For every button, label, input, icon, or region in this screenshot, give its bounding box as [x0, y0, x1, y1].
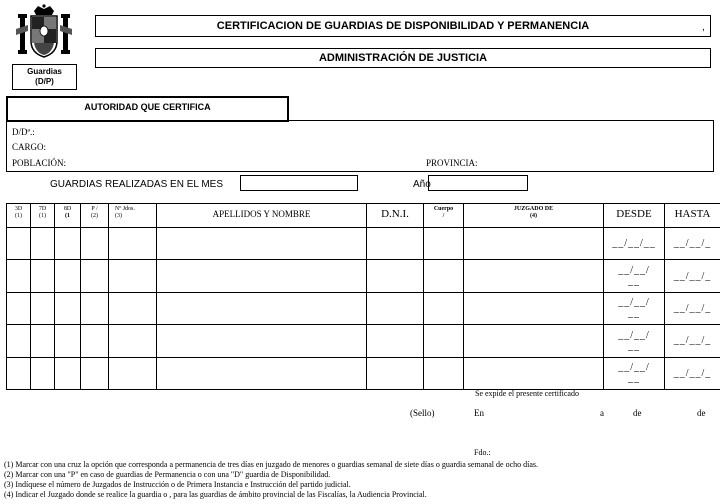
table-cell[interactable]	[424, 260, 464, 292]
table-cell[interactable]	[109, 292, 157, 324]
table-cell[interactable]	[81, 357, 109, 389]
hasta-cell[interactable]: __/__/_	[665, 357, 720, 389]
table-cell[interactable]	[31, 325, 55, 357]
hasta-cell[interactable]: __/__/_	[665, 325, 720, 357]
guardias-table	[6, 203, 720, 390]
desde-cell[interactable]: __/__/ __	[604, 292, 665, 324]
hasta-cell[interactable]: __/__/_	[665, 228, 720, 260]
fdo-label: Fdo.:	[474, 448, 491, 457]
table-row	[7, 357, 720, 389]
table-cell[interactable]	[424, 228, 464, 260]
year-field[interactable]	[428, 175, 528, 191]
table-row	[7, 292, 720, 324]
a-label: a	[600, 408, 604, 418]
year-label: Año	[413, 179, 431, 190]
table-cell[interactable]	[81, 260, 109, 292]
table-cell[interactable]	[367, 357, 424, 389]
table-cell[interactable]	[7, 260, 31, 292]
col-3d: 3D (1)	[7, 204, 31, 228]
expide-text: Se expide el presente certificado	[475, 389, 579, 398]
table-cell[interactable]	[367, 292, 424, 324]
table-cell[interactable]	[31, 292, 55, 324]
col-desde: DESDE	[604, 204, 665, 228]
table-cell[interactable]	[464, 325, 604, 357]
desde-cell[interactable]: __/__/ __	[604, 260, 665, 292]
table-cell[interactable]	[81, 228, 109, 260]
month-field[interactable]	[240, 175, 358, 191]
col-7d: 7D (1)	[31, 204, 55, 228]
table-header-row	[7, 204, 720, 228]
table-row	[7, 228, 720, 260]
table-row	[7, 325, 720, 357]
table-cell[interactable]	[424, 325, 464, 357]
table-cell[interactable]	[7, 228, 31, 260]
col-juzgado: JUZGADO DE (4)	[464, 204, 604, 228]
table-cell[interactable]	[55, 357, 81, 389]
table-cell[interactable]	[31, 228, 55, 260]
title-comma: ,	[702, 22, 705, 33]
month-label: GUARDIAS REALIZADAS EN EL MES	[50, 179, 224, 190]
name-label: D/Dª.:	[12, 127, 35, 137]
poblacion-label: POBLACIÓN:	[12, 158, 67, 168]
desde-cell[interactable]: __/__/__	[604, 228, 665, 260]
table-cell[interactable]	[367, 228, 424, 260]
coat-of-arms-logo	[14, 3, 74, 61]
col-hasta: HASTA	[665, 204, 720, 228]
col-8d: 8D (1	[55, 204, 81, 228]
col-cuerpo: Cuerpo /	[424, 204, 464, 228]
guardias-label: Guardias	[27, 67, 62, 76]
table-cell[interactable]	[109, 325, 157, 357]
table-cell[interactable]	[55, 292, 81, 324]
table-cell[interactable]	[109, 357, 157, 389]
table-cell[interactable]	[55, 228, 81, 260]
form-title: CERTIFICACION DE GUARDIAS DE DISPONIBILIDAD Y PERMANENCIA	[216, 20, 590, 32]
table-cell[interactable]	[55, 260, 81, 292]
table-cell[interactable]	[424, 292, 464, 324]
table-cell[interactable]	[157, 357, 367, 389]
table-cell[interactable]	[367, 325, 424, 357]
table-cell[interactable]	[31, 260, 55, 292]
desde-cell[interactable]: __/__/ __	[604, 325, 665, 357]
footnote-4: (4) Indicar el Juzgado donde se realice la guardia o , para las guardias de ámbito provincial de las Fiscalías, la Audiencia Provincial.	[4, 490, 427, 499]
table-cell[interactable]	[464, 357, 604, 389]
authority-heading: AUTORIDAD QUE CERTIFICA	[84, 102, 211, 112]
table-cell[interactable]	[464, 260, 604, 292]
table-cell[interactable]	[157, 325, 367, 357]
table-cell[interactable]	[424, 357, 464, 389]
hasta-cell[interactable]: __/__/_	[665, 292, 720, 324]
table-cell[interactable]	[55, 325, 81, 357]
col-num-juzgados: Nº Jdos. (3)	[109, 204, 157, 228]
de-label-2: de	[697, 408, 706, 418]
table-cell[interactable]	[464, 228, 604, 260]
subtitle: ADMINISTRACIÓN DE JUSTICIA	[318, 52, 488, 64]
authority-section	[6, 120, 714, 172]
desde-cell[interactable]: __/__/ __	[604, 357, 665, 389]
guardias-type: (D/P)	[35, 77, 54, 86]
table-cell[interactable]	[81, 292, 109, 324]
de-label-1: de	[633, 408, 642, 418]
en-label: En	[474, 408, 484, 418]
table-cell[interactable]	[157, 260, 367, 292]
table-cell[interactable]	[157, 292, 367, 324]
table-cell[interactable]	[7, 357, 31, 389]
table-cell[interactable]	[109, 228, 157, 260]
col-dni: D.N.I.	[367, 204, 424, 228]
table-row	[7, 260, 720, 292]
provincia-label: PROVINCIA:	[426, 158, 478, 168]
footnote-3: (3) Indíquese el número de Juzgados de Instrucción o de Primera Instancia e Instrucción del partido judicial.	[4, 480, 351, 489]
cargo-label: CARGO:	[12, 142, 47, 152]
table-cell[interactable]	[7, 325, 31, 357]
table-cell[interactable]	[157, 228, 367, 260]
footnote-1: (1) Marcar con una cruz la opción que corresponda a permanencia de tres días en juzgado de menores o guardias semanal de siete días o guardia semanal de ocho días.	[4, 460, 539, 469]
table-cell[interactable]	[464, 292, 604, 324]
sello-label: (Sello)	[410, 408, 435, 418]
table-cell[interactable]	[367, 260, 424, 292]
col-apellidos-nombre: APELLIDOS Y NOMBRE	[157, 204, 367, 228]
table-cell[interactable]	[81, 325, 109, 357]
table-cell[interactable]	[31, 357, 55, 389]
table-cell[interactable]	[109, 260, 157, 292]
table-cell[interactable]	[7, 292, 31, 324]
col-p-d: P / (2)	[81, 204, 109, 228]
hasta-cell[interactable]: __/__/_	[665, 260, 720, 292]
footnote-2: (2) Marcar con una "P" en caso de guardias de Permanencia o con una "D" guardia de Disponibilidad.	[4, 470, 331, 479]
